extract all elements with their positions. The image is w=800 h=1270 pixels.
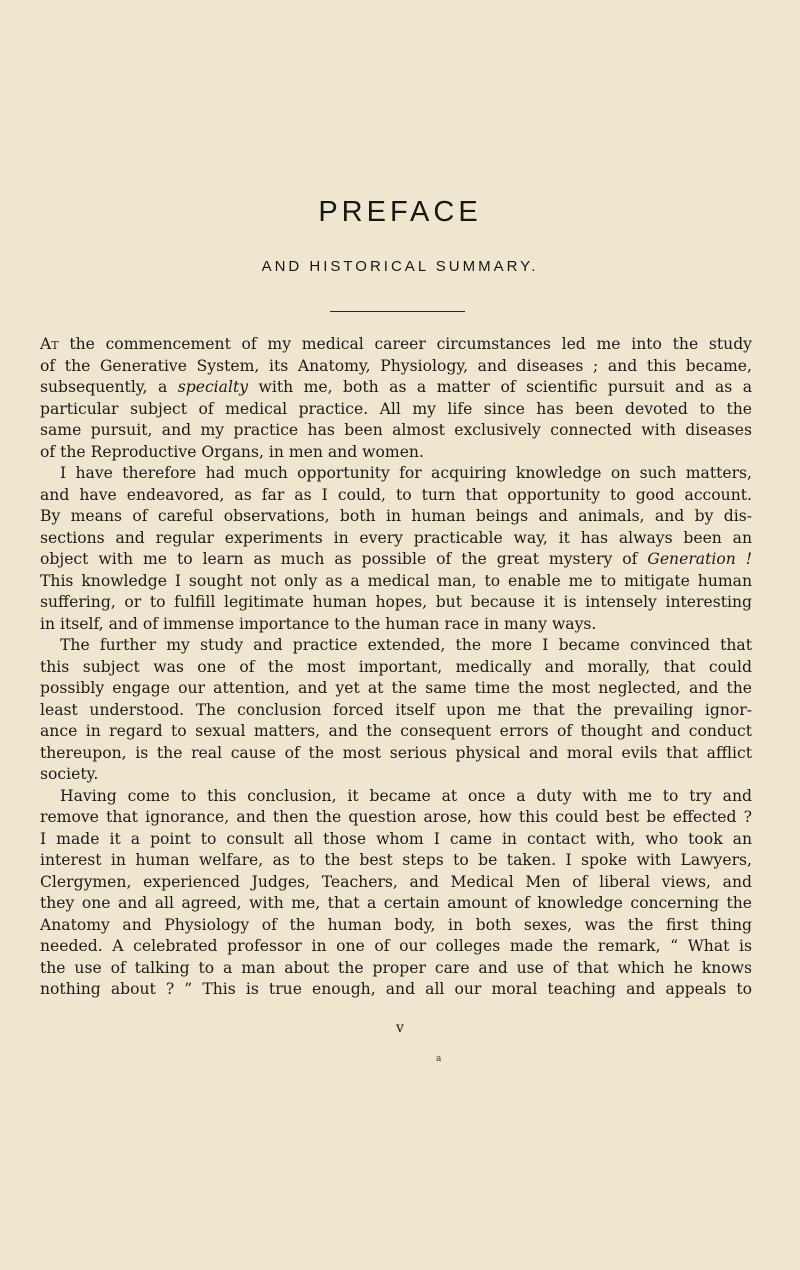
text-line: society. — [40, 765, 99, 783]
text-line: Anatomy and Physiology of the human body, in both sexes, was the first thing — [40, 915, 752, 934]
preface-body — [40, 334, 752, 1001]
text-line: least understood. The conclusion forced itself upon me that the prevailing ignor- — [40, 700, 752, 719]
text-line: I have therefore had much opportunity for acquiring knowledge on such matters, — [60, 464, 752, 482]
text-line: Having come to this conclusion, it became at once a duty with me to try and — [60, 786, 752, 805]
text-line: of the Generative System, its Anatomy, Physiology, and diseases ; and this became, — [40, 356, 752, 375]
text-line: they one and all agreed, with me, that a certain amount of knowledge concerning the — [40, 894, 752, 912]
text-line: this subject was one of the most important, medically and morally, that could — [40, 657, 752, 676]
text-line: and have endeavored, as far as I could, to turn that opportunity to good account. — [40, 485, 752, 504]
text-line: nothing about ? ” This is true enough, and all our moral teaching and appeals to — [40, 980, 752, 998]
text-line: same pursuit, and my practice has been almost exclusively connected with diseases — [40, 421, 752, 439]
page-subtitle: AND HISTORICAL SUMMARY. — [261, 258, 539, 275]
text-line: particular subject of medical practice. All my life since has been devoted to the — [40, 399, 752, 418]
text-line: interest in human welfare, as to the best steps to be taken. I spoke with Lawyers, — [40, 851, 752, 869]
text-line: in itself, and of immense importance to the human race in many ways. — [40, 614, 597, 633]
text-line: suffering, or to fulfill legitimate human hopes, but because it is intensely interesting — [40, 593, 752, 611]
page-number: v — [396, 1020, 404, 1036]
page-title: PREFACE — [318, 196, 482, 228]
text-line: The further my study and practice extended, the more I became convinced that — [60, 636, 752, 654]
text-line: possibly engage our attention, and yet at the same time the most neglected, and the — [40, 679, 752, 697]
text-line: subsequently, a specialty with me, both as a matter of scientific pursuit and as a — [40, 378, 752, 396]
text-line: By means of careful observations, both in human beings and animals, and by dis- — [40, 507, 752, 525]
text-line: of the Reproductive Organs, in men and women. — [40, 442, 424, 461]
text-line: ance in regard to sexual matters, and the consequent errors of thought and conduct — [40, 722, 752, 740]
text-line: I made it a point to consult all those whom I came in contact with, who took an — [40, 829, 752, 848]
text-line: needed. A celebrated professor in one of our colleges made the remark, “ What is — [40, 937, 752, 955]
text-line: remove that ignorance, and then the question arose, how this could best be effected ? — [40, 808, 752, 826]
text-line: sections and regular experiments in every practicable way, it has always been an — [40, 528, 752, 547]
title-rule — [330, 311, 465, 312]
text-line: the use of talking to a man about the proper care and use of that which he knows — [40, 958, 752, 977]
stray-mark: a — [436, 1054, 442, 1064]
text-line: object with me to learn as much as possible of the great mystery of Generation ! — [40, 550, 752, 568]
text-line: Clergymen, experienced Judges, Teachers, and Medical Men of liberal views, and — [40, 872, 752, 891]
text-line: At the commencement of my medical career circumstances led me into the study — [40, 335, 752, 353]
text-line: thereupon, is the real cause of the most serious physical and moral evils that afflict — [40, 743, 752, 762]
text-line: This knowledge I sought not only as a medical man, to enable me to mitigate human — [40, 571, 752, 590]
